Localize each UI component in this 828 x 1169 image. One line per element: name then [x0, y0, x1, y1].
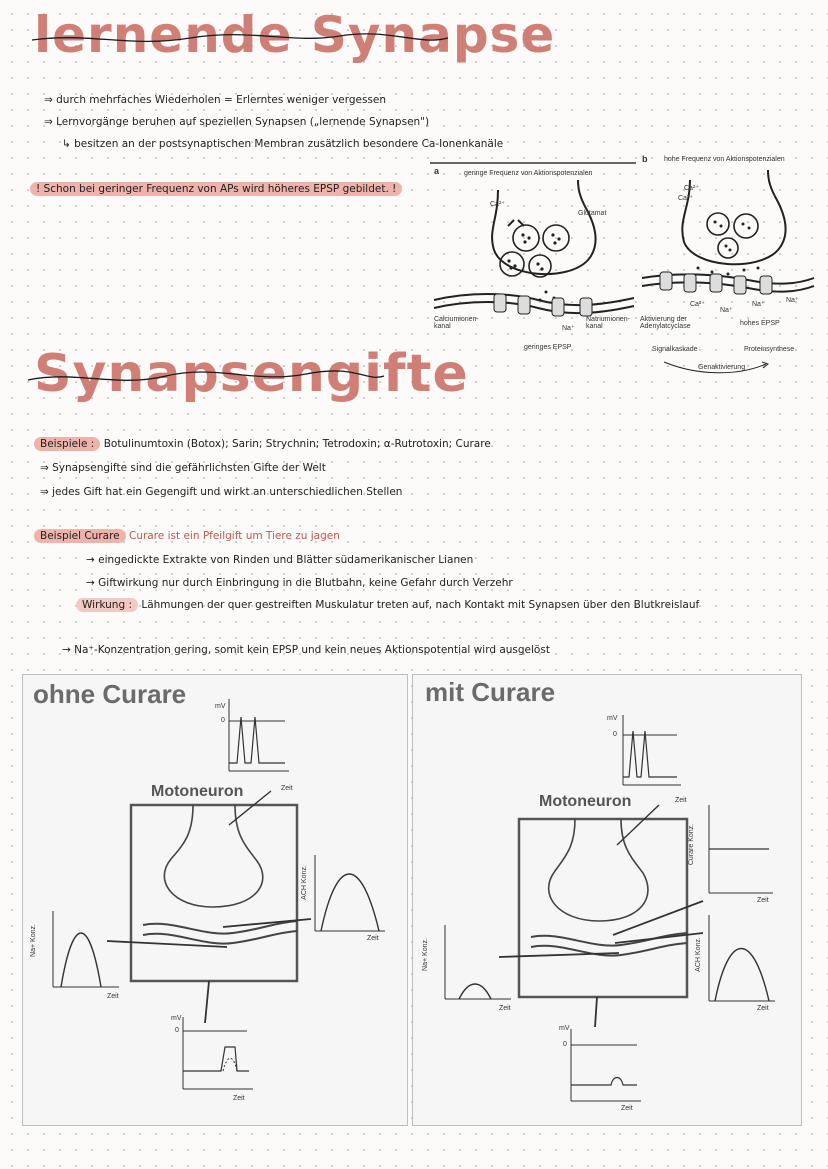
axis-curare-konz-right: Curare Konz.	[688, 823, 696, 866]
axis-zeit-bottom-right: Zeit	[621, 1105, 633, 1112]
axis-zero-bottom-left: 0	[175, 1027, 179, 1034]
label-ca-b2: Ca²⁺	[678, 195, 693, 202]
title-low-frequency: geringe Frequenz von Aktionspotenzialen	[464, 170, 593, 177]
motoneuron-label-left: Motoneuron	[151, 783, 244, 800]
title-high-frequency: hohe Frequenz von Aktionspotenzialen	[664, 156, 785, 163]
curare-label: Beispiel Curare	[34, 529, 126, 543]
curare-free-synapse-drawing	[23, 675, 407, 1125]
label-na-b2: Na⁺	[752, 301, 765, 308]
panel-title-with-curare: mit Curare	[425, 677, 556, 707]
panel-with-curare	[412, 674, 802, 1126]
highlight-epsp-text: ! Schon bei geringer Frequenz von APs wird höheres EPSP gebildet. !	[30, 182, 402, 196]
label-calcium-channel: Calciumionen- kanal	[434, 316, 479, 330]
axis-na-konz-right: Na+ Konz.	[421, 938, 429, 971]
axis-zeit-ach-right: Zeit	[757, 1005, 769, 1012]
bullet-antidote: ⇒ jedes Gift hat ein Gegengift und wirkt an unterschiedlichen Stellen	[40, 486, 403, 498]
axis-zero-bottom-right: 0	[563, 1041, 567, 1048]
section-title-lernende-synapse: lernende Synapse	[34, 6, 556, 64]
axis-mv-top-right: mV	[607, 715, 618, 722]
motoneuron-label-right: Motoneuron	[539, 793, 632, 810]
axis-na-konz-left: Na+ Konz.	[29, 924, 37, 957]
bullet-ca-channels: ↳ besitzen an der postsynaptischen Membran zusätzlich besondere Ca-Ionenkanäle	[62, 138, 504, 150]
label-gene: Genaktivierung	[698, 364, 746, 371]
panel-without-curare	[22, 674, 408, 1126]
axis-zeit-na-left: Zeit	[107, 993, 119, 1000]
examples-text: Botulinumtoxin (Botox); Sarin; Strychnin; Tetrodoxin; α-Rutrotoxin; Curare	[103, 438, 491, 450]
label-ca-b3: Ca²⁺	[690, 301, 705, 308]
label-protein: Proteinsynthese	[744, 346, 795, 353]
curare-line	[34, 530, 340, 542]
label-low-epsp: geringes EPSP	[524, 344, 572, 351]
axis-zeit-ach-left: Zeit	[367, 935, 379, 942]
label-glutamat: Glutamat	[578, 210, 607, 217]
panel-title-without-curare: ohne Curare	[33, 679, 187, 709]
axis-ach-konz-right: ACH Konz.	[694, 937, 702, 972]
figure-label-b: b	[642, 154, 648, 164]
label-na-a: Na⁺	[562, 325, 575, 332]
examples-label: Beispiele :	[34, 437, 100, 451]
axis-zero-top-left: 0	[221, 717, 225, 724]
axis-mv-top-left: mV	[215, 703, 226, 710]
title2-underline-scribble	[26, 368, 386, 388]
label-high-epsp: hohes EPSP	[740, 320, 780, 327]
axis-zero-top-right: 0	[613, 731, 617, 738]
label-na-b3: Na⁺	[786, 297, 799, 304]
axis-zeit-curare-right: Zeit	[757, 897, 769, 904]
bullet-most-dangerous: ⇒ Synapsengifte sind die gefährlichsten Gifte der Welt	[40, 462, 326, 474]
figure-learning-synapse	[428, 150, 814, 385]
curare-point-bloodstream: → Giftwirkung nur durch Einbringung in die Blutbahn, keine Gefahr durch Verzehr	[86, 577, 513, 589]
axis-zeit-bottom-left: Zeit	[233, 1095, 245, 1102]
label-na-b1: Na⁺	[720, 307, 733, 314]
title-underline-scribble	[30, 30, 450, 50]
wirkung-label: Wirkung :	[76, 598, 138, 612]
curare-synapse-drawing	[413, 675, 801, 1125]
label-adenylat: Aktivierung der Adenylatcyclase	[640, 316, 691, 330]
bullet-learning-synapses: ⇒ Lernvorgänge beruhen auf speziellen Synapsen („lernende Synapsen")	[44, 116, 430, 128]
bullet-repetition: ⇒ durch mehrfaches Wiederholen = Erlerntes weniger vergessen	[44, 94, 387, 106]
curare-text: Curare ist ein Pfeilgift um Tiere zu jagen	[128, 530, 340, 542]
section-title-synapsengifte: Synapsengifte	[34, 344, 469, 404]
conclusion-line: → Na⁺-Konzentration gering, somit kein EPSP und kein neues Aktionspotential wird ausgelöst	[62, 644, 550, 656]
curare-wirkung-line	[76, 599, 699, 611]
axis-mv-bottom-right: mV	[559, 1025, 570, 1032]
examples-line	[34, 438, 491, 450]
label-ca-a: Ca²⁺	[490, 201, 505, 208]
axis-zeit-top-right: Zeit	[675, 797, 687, 804]
axis-mv-bottom-left: mV	[171, 1015, 182, 1022]
axis-ach-konz-left: ACH Konz.	[300, 865, 308, 900]
highlight-epsp	[30, 183, 402, 195]
figure-label-a: a	[434, 166, 440, 176]
curare-point-extracts: → eingedickte Extrakte von Rinden und Blätter südamerikanischer Lianen	[86, 554, 474, 566]
label-sodium-channel: Natriumionen- kanal	[586, 316, 630, 330]
label-signal: Signalkaskade	[652, 346, 698, 353]
axis-zeit-na-right: Zeit	[499, 1005, 511, 1012]
label-ca-b1: Ca²⁺	[684, 185, 699, 192]
axis-zeit-top-left: Zeit	[281, 785, 293, 792]
wirkung-text: Lähmungen der quer gestreiften Muskulatur treten auf, nach Kontakt mit Synapsen über den Blutkreislauf	[141, 599, 700, 611]
